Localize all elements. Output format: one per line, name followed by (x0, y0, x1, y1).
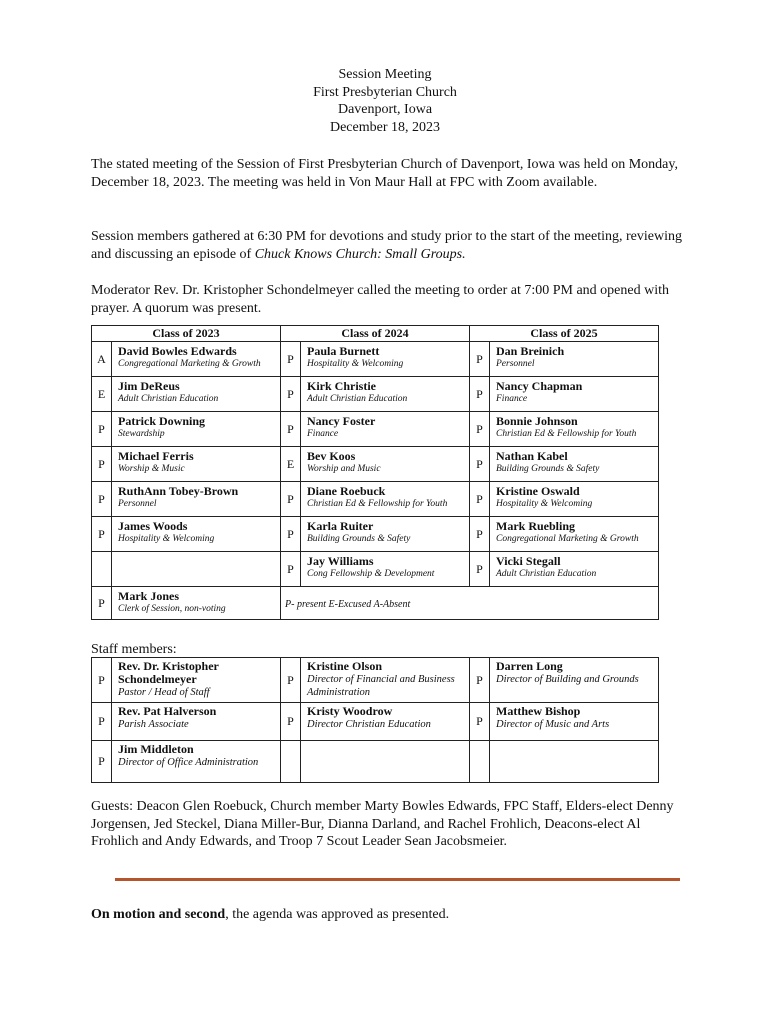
member-cell (490, 377, 659, 412)
member-cell (112, 741, 281, 783)
member-name: Bonnie Johnson (496, 414, 578, 428)
member-name: Dan Breinich (496, 344, 565, 358)
status-cell: P (470, 342, 490, 377)
table-row (92, 703, 659, 741)
member-cell (301, 377, 470, 412)
member-role: Hospitality & Welcoming (307, 359, 404, 369)
member-name: James Woods (118, 519, 188, 533)
member-cell (301, 552, 470, 587)
member-cell (490, 703, 659, 741)
member-name: Rev. Pat Halverson (118, 704, 217, 718)
member-role: Finance (307, 429, 339, 439)
devotions-text: Session members gathered at 6:30 PM for devotions and study prior to the start of the meeting, reviewing and discussing an episode of (91, 229, 682, 262)
status-cell: P (92, 517, 112, 552)
status-cell: P (281, 703, 301, 741)
member-role: Director of Financial and Business Administration (307, 674, 455, 698)
member-name: Nancy Foster (307, 414, 376, 428)
member-cell (490, 517, 659, 552)
member-name: Jim DeReus (118, 379, 180, 393)
episode-title: Chuck Knows Church: Small Groups. (254, 246, 466, 262)
member-name: Nathan Kabel (496, 449, 568, 463)
call-to-order-paragraph: Moderator Rev. Dr. Kristopher Schondelmeyer called the meeting to order at 7:00 PM and opened with prayer. A quorum was present. (91, 283, 669, 316)
member-role: Worship and Music (307, 464, 381, 474)
member-role: Pastor / Head of Staff (118, 687, 210, 698)
motion-paragraph (91, 906, 691, 924)
member-role: Director of Music and Arts (496, 719, 610, 730)
member-role: Adult Christian Education (307, 394, 408, 404)
member-name: Karla Ruiter (307, 519, 374, 533)
status-cell: P (470, 412, 490, 447)
member-role: Cong Fellowship & Development (307, 569, 435, 579)
member-name: Rev. Dr. Kristopher Schondelmeyer (118, 659, 219, 686)
member-cell (490, 741, 659, 783)
status-cell: P (470, 482, 490, 517)
motion-text: , the agenda was approved as presented. (225, 907, 450, 922)
status-cell: P (281, 342, 301, 377)
header-church: First Presbyterian Church (313, 84, 457, 100)
member-name: Paula Burnett (307, 344, 380, 358)
member-cell (112, 412, 281, 447)
member-cell (490, 552, 659, 587)
member-role: Director Christian Education (307, 719, 431, 730)
member-cell (301, 703, 470, 741)
member-name: Michael Ferris (118, 449, 194, 463)
member-name: Patrick Downing (118, 414, 205, 428)
status-cell (281, 741, 301, 783)
member-role: Congregational Marketing & Growth (118, 359, 261, 369)
member-cell (112, 377, 281, 412)
status-cell: P (470, 447, 490, 482)
member-role: Adult Christian Education (118, 394, 219, 404)
member-name: Jim Middleton (118, 742, 194, 756)
member-name: Mark Jones (118, 589, 179, 603)
status-cell: P (92, 482, 112, 517)
member-cell (301, 482, 470, 517)
guests-paragraph: Guests: Deacon Glen Roebuck, Church member Marty Bowles Edwards, FPC Staff, Elders-elect Denny Jorgensen, Jed Steckel, Diana Miller-Bur, Dianna Darland, and Rachel Frohlich, Deacons-elect Al Frohlich and Andy Edwards, and Troop 7 Scout Leader Sean Jacobsmeier. (91, 799, 674, 849)
member-name: Mark Ruebling (496, 519, 576, 533)
class-2024-header: Class of 2024 (281, 326, 470, 342)
status-cell (470, 741, 490, 783)
member-name: David Bowles Edwards (118, 344, 237, 358)
member-name: Matthew Bishop (496, 704, 581, 718)
class-2025-header: Class of 2025 (470, 326, 659, 342)
status-cell: P (470, 552, 490, 587)
member-name: Darren Long (496, 659, 563, 673)
status-cell: P (92, 412, 112, 447)
member-cell (301, 447, 470, 482)
member-role: Director of Office Administration (118, 757, 259, 768)
member-cell (301, 517, 470, 552)
member-role: Christian Ed & Fellowship for Youth (307, 499, 448, 509)
table-row (92, 412, 659, 447)
member-role: Clerk of Session, non-voting (118, 604, 226, 614)
table-row (92, 658, 659, 703)
member-name: Kirk Christie (307, 379, 376, 393)
status-cell: A (92, 342, 112, 377)
table-row (92, 447, 659, 482)
member-role: Christian Ed & Fellowship for Youth (496, 429, 637, 439)
table-row (92, 741, 659, 783)
member-cell (490, 658, 659, 703)
status-cell: P (281, 552, 301, 587)
member-cell (490, 412, 659, 447)
member-cell (112, 447, 281, 482)
status-cell: P (281, 377, 301, 412)
staff-heading: Staff members: (91, 642, 177, 657)
status-cell: P (470, 658, 490, 703)
status-cell: P (470, 703, 490, 741)
member-cell (490, 342, 659, 377)
member-name: Kristy Woodrow (307, 704, 393, 718)
table-row (92, 377, 659, 412)
member-role: Hospitality & Welcoming (496, 499, 593, 509)
member-name: Vicki Stegall (496, 554, 561, 568)
status-cell: P (281, 412, 301, 447)
member-name: Bev Koos (307, 449, 356, 463)
member-role: Personnel (118, 499, 157, 509)
member-name: Kristine Oswald (496, 484, 580, 498)
session-attendance-table (91, 325, 659, 620)
status-cell: E (92, 377, 112, 412)
member-role: Director of Building and Grounds (496, 674, 639, 685)
table-row (92, 482, 659, 517)
member-cell (490, 447, 659, 482)
member-role: Building Grounds & Safety (307, 534, 411, 544)
member-role: Congregational Marketing & Growth (496, 534, 639, 544)
status-cell: P (92, 658, 112, 703)
member-cell (301, 658, 470, 703)
table-row (92, 552, 659, 587)
status-cell: P (92, 447, 112, 482)
section-divider (115, 878, 680, 881)
staff-attendance-table (91, 657, 659, 783)
motion-bold: On motion and second (91, 907, 226, 922)
status-cell: P (92, 741, 112, 783)
member-name: Nancy Chapman (496, 379, 583, 393)
status-cell: P (470, 377, 490, 412)
member-cell (112, 587, 281, 620)
devotions-paragraph (91, 228, 691, 263)
member-role: Building Grounds & Safety (496, 464, 600, 474)
member-cell (112, 482, 281, 517)
member-cell (112, 342, 281, 377)
status-cell: P (281, 517, 301, 552)
document-header (0, 66, 770, 136)
status-cell: P (281, 658, 301, 703)
class-2023-header: Class of 2023 (92, 326, 281, 342)
status-cell: P (281, 482, 301, 517)
member-role: Parish Associate (118, 719, 189, 730)
member-role: Stewardship (118, 429, 165, 439)
member-cell (301, 741, 470, 783)
member-role: Worship & Music (118, 464, 185, 474)
member-role: Hospitality & Welcoming (118, 534, 215, 544)
member-cell (112, 552, 281, 587)
status-cell: P (92, 703, 112, 741)
header-title: Session Meeting (338, 67, 432, 82)
header-location: Davenport, Iowa (337, 102, 433, 117)
table-row (92, 517, 659, 552)
member-role: Finance (496, 394, 528, 404)
status-cell: P (470, 517, 490, 552)
member-role: Personnel (496, 359, 535, 369)
member-name: Kristine Olson (307, 659, 383, 673)
member-cell (301, 342, 470, 377)
attendance-legend: P- present E-Excused A-Absent (281, 587, 659, 620)
member-role: Adult Christian Education (496, 569, 597, 579)
table-row (92, 342, 659, 377)
member-cell (112, 703, 281, 741)
member-cell (490, 482, 659, 517)
member-name: RuthAnn Tobey-Brown (118, 484, 239, 498)
header-date: December 18, 2023 (329, 119, 441, 135)
member-name: Jay Williams (307, 554, 374, 568)
clerk-row (92, 587, 659, 620)
member-cell (301, 412, 470, 447)
status-cell (92, 552, 112, 587)
member-name: Diane Roebuck (307, 484, 386, 498)
intro-paragraph: The stated meeting of the Session of First Presbyterian Church of Davenport, Iowa was held on Monday, December 18, 2023. The meeting was held in Von Maur Hall at FPC with Zoom available. (91, 157, 678, 190)
member-cell (112, 658, 281, 703)
status-cell: E (281, 447, 301, 482)
status-cell: P (92, 587, 112, 620)
member-cell (112, 517, 281, 552)
